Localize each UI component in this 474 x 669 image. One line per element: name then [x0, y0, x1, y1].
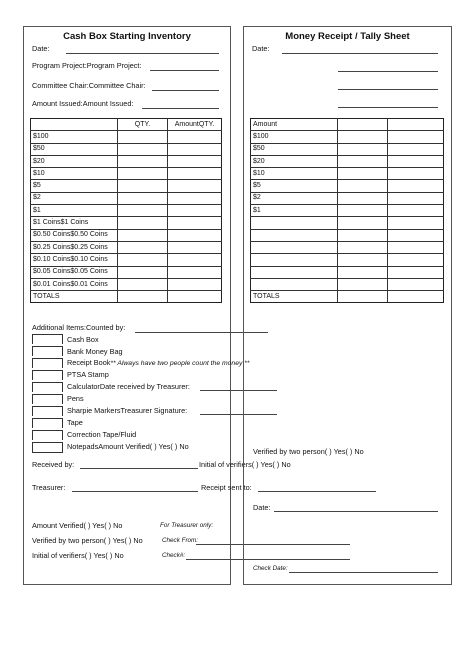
table-row	[251, 180, 444, 192]
right-blank-line-1[interactable]	[338, 71, 438, 72]
tally-table	[250, 118, 444, 303]
right-verified-two-person-label: Verified by two person( ) Yes( ) No	[253, 447, 364, 456]
amount-cell[interactable]	[168, 180, 222, 192]
tally-cell[interactable]	[388, 205, 444, 217]
tally-cell[interactable]	[338, 241, 388, 253]
checklist-item-pens: Pens	[67, 394, 84, 403]
amount-cell[interactable]	[168, 155, 222, 167]
tally-cell[interactable]	[388, 254, 444, 266]
qty-cell[interactable]	[118, 192, 168, 204]
table-row	[31, 205, 222, 217]
treasurer-line[interactable]	[72, 491, 198, 492]
receipt-book-text: Receipt Book	[67, 358, 111, 367]
checkbox[interactable]	[32, 334, 63, 344]
tally-cell[interactable]	[338, 254, 388, 266]
totals-row	[31, 291, 222, 303]
totals-label: TOTALS	[251, 291, 338, 303]
left-title: Cash Box Starting Inventory	[63, 31, 191, 42]
denomination-label: $0.01 Coins$0.01 Coins	[31, 278, 118, 290]
right-date-label: Date:	[252, 44, 270, 53]
denomination-label: $0.10 Coins$0.10 Coins	[31, 254, 118, 266]
table-row	[251, 168, 444, 180]
denomination-label: $1	[31, 205, 118, 217]
denomination-label: $10	[251, 168, 338, 180]
right-title: Money Receipt / Tally Sheet	[285, 31, 410, 42]
tally-cell[interactable]	[388, 266, 444, 278]
table-header-cell	[338, 119, 388, 131]
blank-label[interactable]	[251, 266, 338, 278]
blank-label[interactable]	[251, 254, 338, 266]
tally-total-cell[interactable]	[388, 291, 444, 303]
blank-label[interactable]	[251, 229, 338, 241]
table-row	[251, 155, 444, 167]
program-project-label: Program Project:Program Project:	[32, 61, 142, 70]
table-header-row	[31, 119, 222, 131]
checklist-item-cash-box: Cash Box	[67, 335, 99, 344]
tally-cell[interactable]	[388, 229, 444, 241]
committee-chair-label: Committee Chair:Committee Chair:	[32, 81, 146, 90]
denomination-label: $0.05 Coins$0.05 Coins	[31, 266, 118, 278]
denomination-label: $1 Coins$1 Coins	[31, 217, 118, 229]
checklist-item-ptsa-stamp: PTSA Stamp	[67, 370, 109, 379]
table-row	[251, 266, 444, 278]
qty-cell[interactable]	[118, 131, 168, 143]
left-date-label: Date:	[32, 44, 50, 53]
right-blank-line-2[interactable]	[338, 89, 438, 90]
table-header-cell	[388, 119, 444, 131]
tally-cell[interactable]	[388, 143, 444, 155]
amount-cell[interactable]	[168, 217, 222, 229]
qty-cell[interactable]	[118, 217, 168, 229]
checkbox[interactable]	[32, 382, 63, 392]
table-row	[31, 278, 222, 290]
table-row	[31, 180, 222, 192]
amount-issued-line[interactable]	[142, 108, 219, 109]
cash-box-inventory-panel	[23, 26, 231, 585]
totals-label: TOTALS	[31, 291, 118, 303]
denomination-label: $5	[251, 180, 338, 192]
tally-cell[interactable]	[388, 278, 444, 290]
qty-cell[interactable]	[118, 254, 168, 266]
denomination-label: $50	[251, 143, 338, 155]
right-blank-line-3[interactable]	[338, 107, 438, 108]
table-row	[31, 192, 222, 204]
amount-cell[interactable]	[168, 229, 222, 241]
verified-two-person-label: Verified by two person( ) Yes( ) No	[32, 536, 143, 545]
checklist-item-correction-tape: Correction Tape/Fluid	[67, 430, 137, 439]
check-from-label: Check From:	[162, 537, 199, 544]
qty-cell[interactable]	[118, 278, 168, 290]
money-receipt-panel	[243, 26, 452, 585]
tally-cell[interactable]	[388, 192, 444, 204]
table-row	[251, 254, 444, 266]
additional-items-label: Additional Items:Counted by:	[32, 323, 126, 332]
tally-cell[interactable]	[388, 131, 444, 143]
checkbox[interactable]	[32, 346, 63, 356]
amount-cell[interactable]	[168, 205, 222, 217]
denomination-label: $5	[31, 180, 118, 192]
received-by-label: Received by:	[32, 460, 75, 469]
table-row	[31, 229, 222, 241]
tally-cell[interactable]	[338, 155, 388, 167]
checklist-item-calculator: CalculatorDate received by Treasurer:	[67, 382, 190, 391]
denomination-label: $20	[251, 155, 338, 167]
amount-cell[interactable]	[168, 143, 222, 155]
denomination-label: $0.50 Coins$0.50 Coins	[31, 229, 118, 241]
initial-verifiers-label: Initial of verifiers( ) Yes( ) No	[199, 460, 291, 469]
table-row	[251, 241, 444, 253]
program-project-line[interactable]	[150, 70, 219, 71]
tally-cell[interactable]	[388, 241, 444, 253]
tally-cell[interactable]	[338, 131, 388, 143]
amount-verified-label: Amount Verified( ) Yes( ) No	[32, 521, 123, 530]
committee-chair-line[interactable]	[152, 90, 219, 91]
amount-header: AmountQTY.	[168, 119, 222, 131]
check-date-label: Check Date:	[253, 565, 288, 572]
table-row	[31, 131, 222, 143]
table-row	[251, 217, 444, 229]
table-row	[251, 278, 444, 290]
table-row	[31, 143, 222, 155]
checkbox[interactable]	[32, 394, 63, 404]
denomination-label: $1	[251, 205, 338, 217]
checkbox[interactable]	[32, 370, 63, 380]
amount-cell[interactable]	[168, 192, 222, 204]
left-date-line[interactable]	[66, 53, 219, 54]
checkbox[interactable]	[32, 406, 63, 416]
table-row	[251, 143, 444, 155]
tally-cell[interactable]	[388, 180, 444, 192]
checkbox[interactable]	[32, 442, 63, 452]
amount-cell[interactable]	[168, 241, 222, 253]
checkbox-bottom-border	[32, 452, 63, 453]
denomination-label: $2	[251, 192, 338, 204]
starting-inventory-table	[30, 118, 222, 303]
qty-cell[interactable]	[118, 155, 168, 167]
tally-cell[interactable]	[388, 155, 444, 167]
tally-total-cell[interactable]	[338, 291, 388, 303]
checklist-item-receipt-book	[67, 358, 250, 367]
amount-cell[interactable]	[168, 168, 222, 180]
tally-cell[interactable]	[338, 278, 388, 290]
right-date-line[interactable]	[282, 53, 438, 54]
tally-cell[interactable]	[338, 205, 388, 217]
always-two-people-note: ** Always have two people count the money **	[110, 360, 250, 367]
table-row	[251, 229, 444, 241]
qty-header: QTY.	[118, 119, 168, 131]
qty-cell[interactable]	[118, 229, 168, 241]
table-header-cell	[31, 119, 118, 131]
totals-row	[251, 291, 444, 303]
amount-cell[interactable]	[168, 131, 222, 143]
qty-cell[interactable]	[118, 180, 168, 192]
table-row	[251, 205, 444, 217]
for-treasurer-only-note: For Treasurer only:	[160, 522, 214, 529]
amount-cell[interactable]	[168, 278, 222, 290]
amount-header: Amount	[251, 119, 338, 131]
denomination-label: $100	[31, 131, 118, 143]
blank-label[interactable]	[251, 217, 338, 229]
right-date-2-label: Date:	[253, 503, 271, 512]
initial-verifiers-2-label: Initial of verifiers( ) Yes( ) No	[32, 551, 124, 560]
checkbox[interactable]	[32, 358, 63, 368]
amount-cell[interactable]	[168, 266, 222, 278]
tally-cell[interactable]	[338, 217, 388, 229]
table-row	[31, 241, 222, 253]
treasurer-label: Treasurer:	[32, 483, 66, 492]
check-date-line[interactable]	[289, 572, 438, 573]
received-by-line[interactable]	[80, 468, 198, 469]
table-row	[31, 254, 222, 266]
tally-cell[interactable]	[338, 192, 388, 204]
tally-cell[interactable]	[338, 168, 388, 180]
tally-cell[interactable]	[338, 180, 388, 192]
table-row	[251, 192, 444, 204]
denomination-label: $20	[31, 155, 118, 167]
qty-total-cell[interactable]	[118, 291, 168, 303]
checkbox[interactable]	[32, 430, 63, 440]
tally-cell[interactable]	[338, 266, 388, 278]
qty-cell[interactable]	[118, 143, 168, 155]
tally-cell[interactable]	[388, 217, 444, 229]
table-row	[31, 217, 222, 229]
table-row	[31, 155, 222, 167]
checklist-item-notepads: NotepadsAmount Verified( ) Yes( ) No	[67, 442, 189, 451]
blank-label[interactable]	[251, 278, 338, 290]
tally-cell[interactable]	[388, 168, 444, 180]
table-row	[31, 168, 222, 180]
table-header-row	[251, 119, 444, 131]
checklist-item-sharpie-markers: Sharpie MarkersTreasurer Signature:	[67, 406, 188, 415]
checkbox[interactable]	[32, 418, 63, 428]
check-number-label: Check#:	[162, 552, 186, 559]
right-date-2-line[interactable]	[274, 511, 438, 512]
checklist-item-tape: Tape	[67, 418, 83, 427]
amount-total-cell[interactable]	[168, 291, 222, 303]
tally-cell[interactable]	[338, 229, 388, 241]
denomination-label: $2	[31, 192, 118, 204]
amount-issued-label: Amount Issued:Amount Issued:	[32, 99, 134, 108]
denomination-label: $10	[31, 168, 118, 180]
denomination-label: $100	[251, 131, 338, 143]
receipt-sent-label: Receipt sent to:	[201, 483, 252, 492]
blank-label[interactable]	[251, 241, 338, 253]
qty-cell[interactable]	[118, 266, 168, 278]
qty-cell[interactable]	[118, 168, 168, 180]
qty-cell[interactable]	[118, 205, 168, 217]
checklist-item-bank-money-bag: Bank Money Bag	[67, 347, 123, 356]
table-row	[251, 131, 444, 143]
table-row	[31, 266, 222, 278]
denomination-label: $0.25 Coins$0.25 Coins	[31, 241, 118, 253]
denomination-label: $50	[31, 143, 118, 155]
tally-cell[interactable]	[338, 143, 388, 155]
amount-cell[interactable]	[168, 254, 222, 266]
qty-cell[interactable]	[118, 241, 168, 253]
